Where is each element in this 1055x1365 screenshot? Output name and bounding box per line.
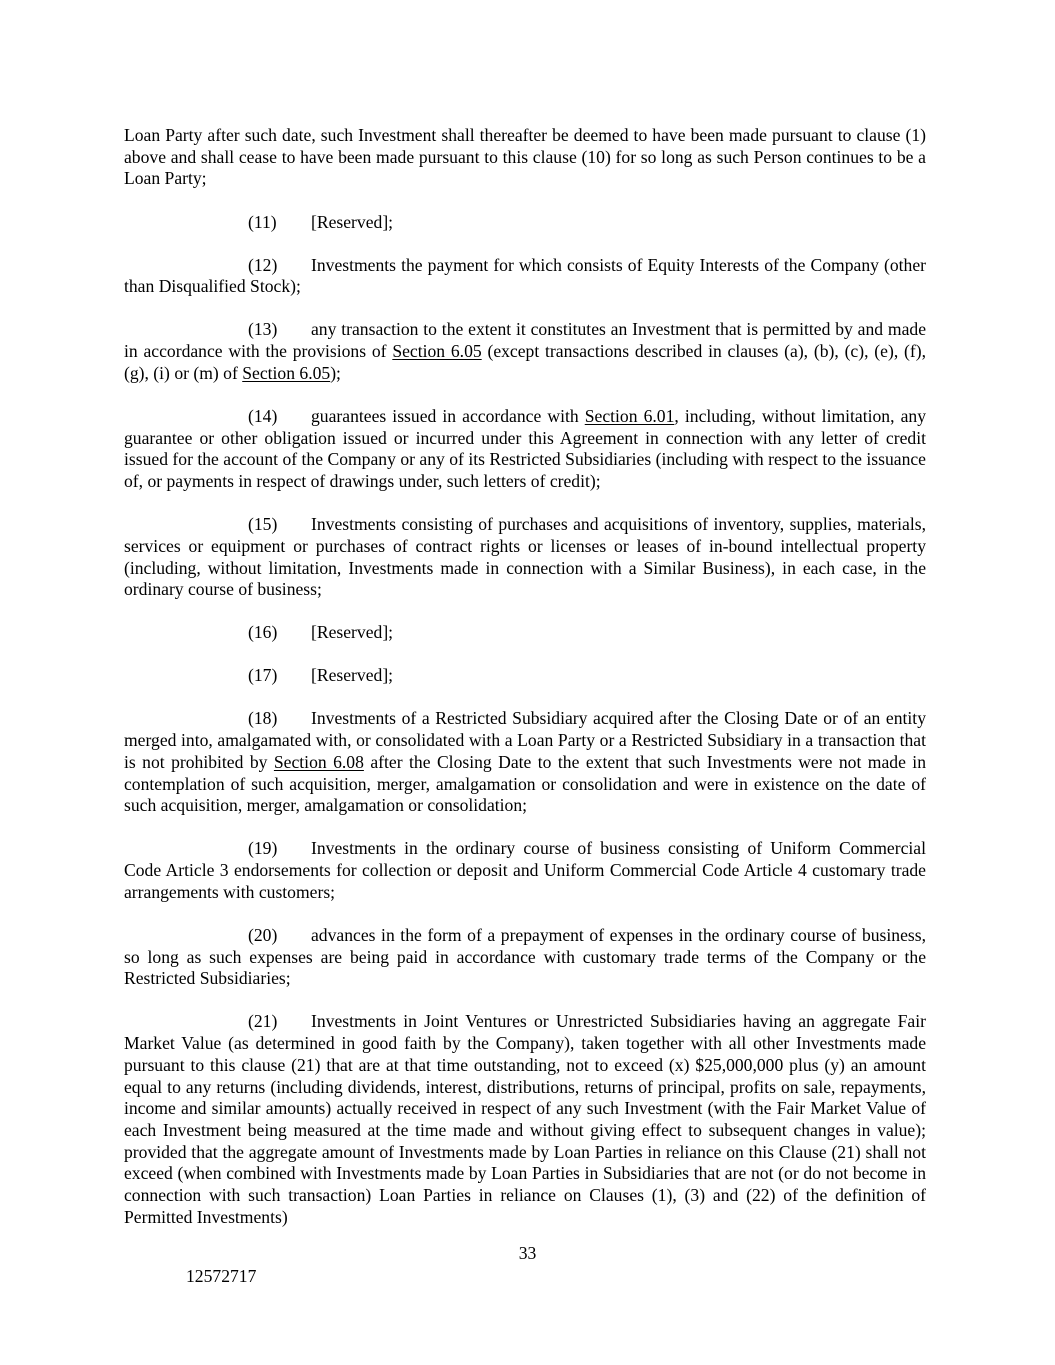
clause-16 <box>124 622 926 644</box>
clause-number: (13) <box>248 319 278 340</box>
clause-text: [Reserved]; <box>311 211 394 232</box>
clause-15 <box>124 514 926 601</box>
clause-text: any transaction to the extent it constitutes an Investment that is permitted by and made in accordance with the provisions of <box>124 319 926 362</box>
clause-text: Investments the payment for which consists of Equity Interests of the Company (other than Disqualified Stock); <box>124 254 926 297</box>
clause-text: Investments consisting of purchases and acquisitions of inventory, supplies, materials, services or equipment or purchases of contract rights or licenses or leases of in-bound intellectual property (including, without limitation, Investments made in connection with a Similar Business), in each case, in the ordinary course of business; <box>124 514 926 600</box>
clause-19 <box>124 838 926 903</box>
clause-11 <box>124 212 926 234</box>
clause-number: (20) <box>248 924 278 945</box>
clause-text: [Reserved]; <box>311 622 394 643</box>
document-id: 12572717 <box>186 1266 257 1286</box>
clause-number: (21) <box>248 1011 278 1032</box>
clause-text: guarantees issued in accordance with <box>311 405 585 426</box>
page-number: 33 <box>518 1243 537 1263</box>
clause-text: , including, without limitation, any guarantee or other obligation issued or incurred under this Agreement in connection with any letter of credit issued for the account of the Company or any of its Restricted Subsidiaries (including with respect to the issuance of, or payments in respect of drawings under, such letters of credit); <box>124 405 926 491</box>
clause-text: Investments of a Restricted Subsidiary acquired after the Closing Date or of an entity merged into, amalgamated with, or consolidated with a Loan Party or a Restricted Subsidiary in a transaction that is not prohibited by <box>124 708 926 772</box>
clause-number: (16) <box>248 622 278 643</box>
clause-text: Investments in Joint Ventures or Unrestricted Subsidiaries having an aggregate Fair Market Value (as determined in good faith by the Company), taken together with all other Investments made pursuant to this clause (21) that are at that time outstanding, not to exceed (x) $25,000,000 plus (y) an amount equal to any returns (including dividends, interest, distributions, returns of principal, profits on sale, repayments, income and similar amounts) actually received in respect of any such Investment (with the Fair Market Value of each Investment being measured at the time made and without giving effect to subsequent changes in value); provided that the aggregate amount of Investments made by Loan Parties in reliance on this Clause (21) shall not exceed (when combined with Investments made by Loan Parties in Subsidiaries that are not (or do not become in connection with such transaction) Loan Parties in reliance on Clauses (1), (3) and (22) of the definition of Permitted Investments) <box>124 1011 926 1227</box>
clause-13 <box>124 319 926 384</box>
clause-21 <box>124 1011 926 1228</box>
clause-17 <box>124 665 926 687</box>
clause-12 <box>124 255 926 298</box>
section-reference-link: Section 6.01 <box>584 405 675 426</box>
document-body <box>124 125 926 1250</box>
clause-number: (11) <box>248 211 277 232</box>
clause-number: (19) <box>248 838 278 859</box>
clause-number: (18) <box>248 708 278 729</box>
section-reference-link: Section 6.05 <box>242 362 331 383</box>
clause-number: (15) <box>248 514 278 535</box>
clause-14 <box>124 406 926 493</box>
clause-text: Investments in the ordinary course of business consisting of Uniform Commercial Code Article 3 endorsements for collection or deposit and Uniform Commercial Code Article 4 customary trade arrangements with customers; <box>124 838 926 902</box>
clause-text: [Reserved]; <box>311 665 394 686</box>
clause-text: ); <box>330 362 341 383</box>
section-reference-link: Section 6.05 <box>392 341 482 362</box>
clause-18 <box>124 708 926 817</box>
clause-text: (except transactions described in clauses (a), (b), (c), (e), (f), (g), (i) or (m) of <box>124 341 926 383</box>
clause-text: after the Closing Date to the extent that such Investments were not made in contemplation of such acquisition, merger, amalgamation or consolidation and were in existence on the date of such acquisition, merger, amalgamation or consolidation; <box>124 751 926 816</box>
continuation-paragraph: Loan Party after such date, such Investment shall thereafter be deemed to have been made pursuant to clause (1) above and shall cease to have been made pursuant to this clause (10) for so long as such Person continues to be a Loan Party; <box>124 125 926 189</box>
clause-number: (12) <box>248 254 278 275</box>
section-reference-link: Section 6.08 <box>273 751 364 772</box>
clause-number: (14) <box>248 405 278 426</box>
clause-text: advances in the form of a prepayment of expenses in the ordinary course of business, so long as such expenses are being paid in accordance with customary trade terms of the Company or the Restricted Subsidiaries; <box>124 924 926 989</box>
clause-20 <box>124 925 926 990</box>
clause-number: (17) <box>248 665 278 686</box>
